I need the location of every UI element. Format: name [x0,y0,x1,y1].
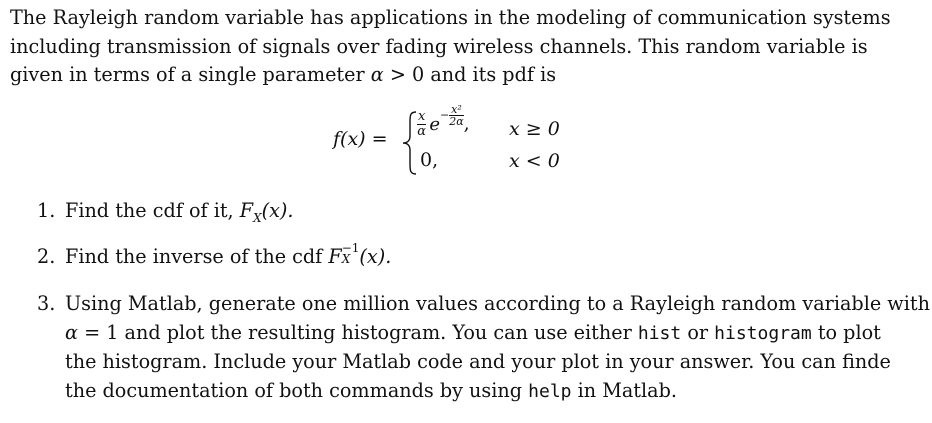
inverse-cdf-superscript: −1 [341,241,360,255]
case1-fraction [417,110,426,139]
case1-exponent-sign: − [440,108,450,122]
case1-exponent-numerator: x² [451,103,462,116]
code-help: help [528,380,572,402]
case1-exponent-denominator: 2α [449,115,464,128]
list-item-2-number: 2. [37,245,56,268]
formula-case-2: 0, [420,149,439,171]
inverse-cdf-argument: (x). [359,245,392,268]
intro-line-3 [10,61,910,90]
intro-line-3-prefix: given in terms of a single parameter [10,63,371,86]
formula-case-1 [417,103,470,144]
code-hist: hist [637,322,682,344]
formula-lhs: f(x) = [333,128,388,150]
list-item-2-body [65,243,391,272]
intro-line-3-suffix: > 0 and its pdf is [383,63,557,86]
cdf-argument: (x). [261,199,294,222]
inverse-cdf-scripts [342,243,360,265]
intro-line-2: including transmission of signals over fading wireless channels. This random variable is [10,34,868,58]
alpha-symbol: α [370,63,384,86]
list-item-3-line-1: Using Matlab, generate one million values according to a Rayleigh random variable with [65,292,930,315]
alpha-symbol: α [65,320,78,344]
case1-exponential-e: e [429,114,440,135]
case1-comma: , [463,112,470,135]
cdf-subscript: X [253,210,262,225]
list-item-1-body [65,197,294,232]
list-item-1-number: 1. [37,199,56,222]
list-item-3-line-4-b: in Matlab. [571,378,677,402]
list-item-3-line-2-a: = 1 and plot the resulting histogram. You can use either [77,320,638,344]
list-item-3-body [65,290,930,406]
case1-fraction-denominator: α [417,124,427,139]
list-item-3-number: 3. [37,292,56,315]
formula-condition-1: x ≥ 0 [509,118,560,140]
list-item-3-line-2-c: to plot [811,320,881,344]
list-item-3-line-2 [65,319,930,349]
intro-line-1: The Rayleigh random variable has applications in the modeling of communication systems [10,6,891,29]
list-item-3-line-4 [65,377,930,407]
list-item-1-text: Find the cdf of it, [65,199,240,222]
cdf-symbol-F: F [239,199,254,222]
case1-exponent [440,104,464,127]
inverse-cdf-subscript: X [341,252,351,266]
intro-paragraph [10,4,910,90]
inverse-cdf-symbol-F: F [328,245,342,268]
list-item-2-text: Find the inverse of the cdf [65,245,329,268]
formula-condition-2: x < 0 [509,150,560,172]
list-item-3-line-2-b: or [681,320,715,344]
pdf-formula [333,104,593,182]
case1-fraction-numerator: x [418,109,426,124]
code-histogram: histogram [714,322,812,344]
case1-exponent-fraction [449,104,463,127]
list-item-3-line-4-a: the documentation of both commands by using [65,378,529,402]
list-item-3-line-3: the histogram. Include your Matlab code and your plot in your answer. You can finde [65,350,891,373]
